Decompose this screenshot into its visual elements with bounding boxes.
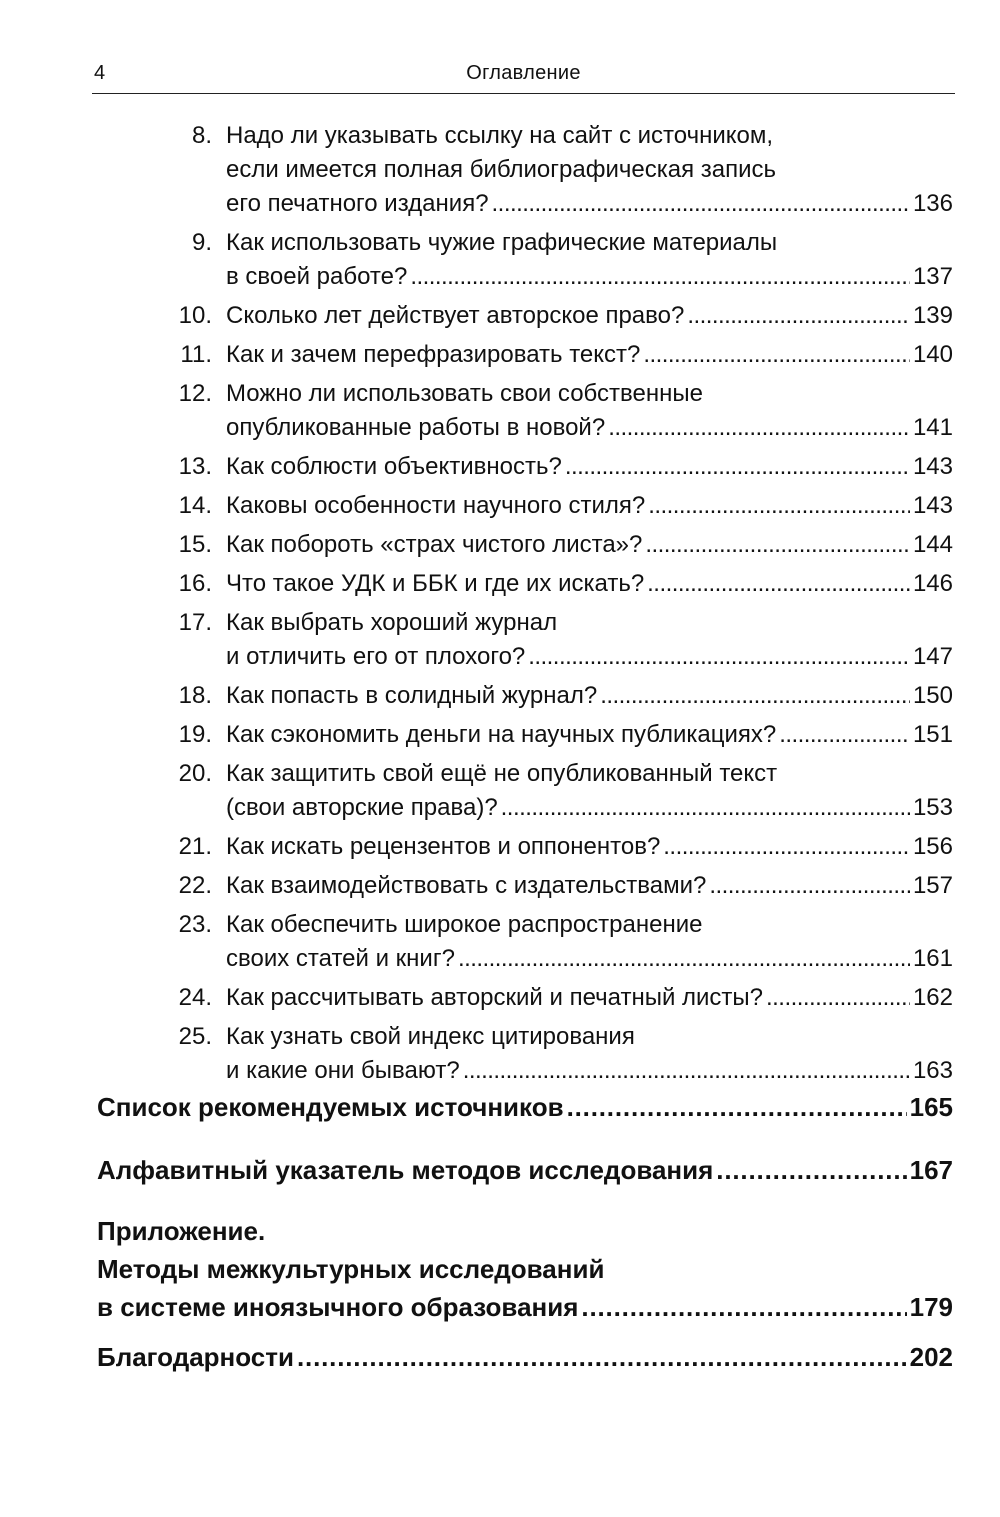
section-title-text: в системе иноязычного образования bbox=[97, 1292, 579, 1322]
entry-title-text: его печатного издания? bbox=[226, 190, 489, 217]
dot-leader bbox=[581, 1288, 906, 1326]
entry-leader-line bbox=[226, 488, 953, 523]
entry-title-text: Сколько лет действует авторское право? bbox=[226, 302, 685, 329]
entry-page-number: 162 bbox=[912, 984, 953, 1011]
entry-number: 22. bbox=[178, 872, 212, 899]
entry-title-text: Как побороть «страх чистого листа»? bbox=[226, 531, 643, 558]
section-page-number: 179 bbox=[909, 1292, 953, 1322]
entry-page-number: 161 bbox=[912, 945, 953, 972]
entry-page-number: 153 bbox=[912, 794, 953, 821]
section-leader-line bbox=[97, 1151, 953, 1189]
section-leader-line bbox=[97, 1338, 953, 1376]
entry-number: 25. bbox=[178, 1023, 212, 1050]
entry-leader-line bbox=[226, 410, 953, 445]
entry-leader-line bbox=[226, 790, 953, 825]
dot-leader bbox=[463, 1053, 910, 1088]
entry-leader-line bbox=[226, 449, 953, 484]
entry-title-text: Как сэкономить деньги на научных публикациях? bbox=[226, 721, 777, 748]
entry-leader-line bbox=[226, 527, 953, 562]
entry-title-text: Как рассчитывать авторский и печатный листы? bbox=[226, 984, 764, 1011]
entry-number: 19. bbox=[178, 721, 212, 748]
entry-title-text: и какие они бывают? bbox=[226, 1057, 460, 1084]
entry-title-line: Как защитить свой ещё не опубликованный текст bbox=[226, 760, 778, 787]
entry-number: 16. bbox=[178, 570, 212, 597]
entry-title-line: Надо ли указывать ссылку на сайт с источником, bbox=[226, 122, 774, 149]
entry-number: 13. bbox=[178, 453, 212, 480]
entry-title-text: Как взаимодействовать с издательствами? bbox=[226, 872, 707, 899]
running-title: Оглавление bbox=[466, 62, 581, 84]
entry-page-number: 139 bbox=[912, 302, 953, 329]
dot-leader bbox=[648, 488, 910, 523]
dot-leader bbox=[528, 639, 910, 674]
entry-page-number: 156 bbox=[912, 833, 953, 860]
entry-leader-line bbox=[226, 1053, 953, 1088]
dot-leader bbox=[297, 1338, 907, 1376]
entry-page-number: 150 bbox=[912, 682, 953, 709]
entry-leader-line bbox=[226, 717, 953, 752]
section-title-line: Методы межкультурных исследований bbox=[97, 1254, 605, 1284]
entry-title-line: Как узнать свой индекс цитирования bbox=[226, 1023, 635, 1050]
running-header bbox=[92, 58, 955, 90]
dot-leader bbox=[565, 449, 910, 484]
entry-page-number: 157 bbox=[912, 872, 953, 899]
entry-title-text: (свои авторские права)? bbox=[226, 794, 498, 821]
entry-title-text: в своей работе? bbox=[226, 263, 408, 290]
entry-title-text: Что такое УДК и ББК и где их искать? bbox=[226, 570, 645, 597]
dot-leader bbox=[492, 186, 910, 221]
entry-number: 23. bbox=[178, 911, 212, 938]
entry-leader-line bbox=[226, 298, 953, 333]
entry-number: 11. bbox=[180, 341, 212, 368]
header-rule bbox=[92, 93, 955, 94]
section-page-number: 165 bbox=[909, 1092, 953, 1122]
section-page-number: 202 bbox=[909, 1342, 953, 1372]
dot-leader bbox=[608, 410, 910, 445]
entry-number: 21. bbox=[178, 833, 212, 860]
entry-number: 18. bbox=[178, 682, 212, 709]
entry-leader-line bbox=[226, 186, 953, 221]
entry-number: 15. bbox=[178, 531, 212, 558]
entry-title-line: если имеется полная библиографическая запись bbox=[226, 156, 777, 183]
entry-page-number: 136 bbox=[912, 190, 953, 217]
entry-title-text: опубликованные работы в новой? bbox=[226, 414, 606, 441]
dot-leader bbox=[410, 259, 910, 294]
entry-leader-line bbox=[226, 941, 953, 976]
entry-title-line: Можно ли использовать свои собственные bbox=[226, 380, 703, 407]
entry-number: 12. bbox=[178, 380, 212, 407]
dot-leader bbox=[567, 1088, 907, 1126]
entry-page-number: 137 bbox=[912, 263, 953, 290]
dot-leader bbox=[716, 1151, 906, 1189]
dot-leader bbox=[600, 678, 910, 713]
entry-number: 20. bbox=[178, 760, 212, 787]
dot-leader bbox=[779, 717, 910, 752]
entry-leader-line bbox=[226, 868, 953, 903]
entry-number: 17. bbox=[178, 609, 212, 636]
entry-page-number: 141 bbox=[912, 414, 953, 441]
section-leader-line bbox=[97, 1288, 953, 1326]
entry-number: 9. bbox=[191, 229, 212, 256]
entry-page-number: 144 bbox=[912, 531, 953, 558]
dot-leader bbox=[501, 790, 910, 825]
entry-leader-line bbox=[226, 337, 953, 372]
entry-leader-line bbox=[226, 259, 953, 294]
entry-leader-line bbox=[226, 639, 953, 674]
entry-title-text: Как соблюсти объективность? bbox=[226, 453, 562, 480]
entry-title-text: Как искать рецензентов и оппонентов? bbox=[226, 833, 661, 860]
entry-title-line: Как обеспечить широкое распространение bbox=[226, 911, 703, 938]
entry-title-line: Как использовать чужие графические материалы bbox=[226, 229, 778, 256]
section-title-text: Список рекомендуемых источников bbox=[97, 1092, 564, 1122]
page-number: 4 bbox=[94, 62, 106, 84]
section-title-text: Алфавитный указатель методов исследования bbox=[97, 1155, 714, 1185]
entry-title-text: своих статей и книг? bbox=[226, 945, 455, 972]
dot-leader bbox=[458, 941, 910, 976]
dot-leader bbox=[647, 566, 910, 601]
dot-leader bbox=[687, 298, 910, 333]
entry-page-number: 163 bbox=[912, 1057, 953, 1084]
section-page-number: 167 bbox=[909, 1155, 953, 1185]
dot-leader bbox=[643, 337, 910, 372]
entry-number: 8. bbox=[191, 122, 212, 149]
dot-leader bbox=[663, 829, 910, 864]
section-leader-line bbox=[97, 1088, 953, 1126]
entry-number: 14. bbox=[178, 492, 212, 519]
entry-page-number: 143 bbox=[912, 492, 953, 519]
entry-title-text: Каковы особенности научного стиля? bbox=[226, 492, 646, 519]
entry-title-line: Как выбрать хороший журнал bbox=[226, 609, 558, 636]
entry-leader-line bbox=[226, 678, 953, 713]
entry-title-text: Как попасть в солидный журнал? bbox=[226, 682, 598, 709]
entry-leader-line bbox=[226, 829, 953, 864]
entry-leader-line bbox=[226, 566, 953, 601]
section-title-line: Приложение. bbox=[97, 1216, 266, 1246]
entry-title-text: Как и зачем перефразировать текст? bbox=[226, 341, 641, 368]
dot-leader bbox=[645, 527, 910, 562]
entry-page-number: 140 bbox=[912, 341, 953, 368]
entry-page-number: 143 bbox=[912, 453, 953, 480]
entry-leader-line bbox=[226, 980, 953, 1015]
dot-leader bbox=[766, 980, 910, 1015]
entry-number: 10. bbox=[178, 302, 212, 329]
entry-title-text: и отличить его от плохого? bbox=[226, 643, 526, 670]
section-title-text: Благодарности bbox=[97, 1342, 294, 1372]
entry-page-number: 146 bbox=[912, 570, 953, 597]
entry-number: 24. bbox=[178, 984, 212, 1011]
entry-page-number: 151 bbox=[912, 721, 953, 748]
dot-leader bbox=[709, 868, 910, 903]
entry-page-number: 147 bbox=[912, 643, 953, 670]
